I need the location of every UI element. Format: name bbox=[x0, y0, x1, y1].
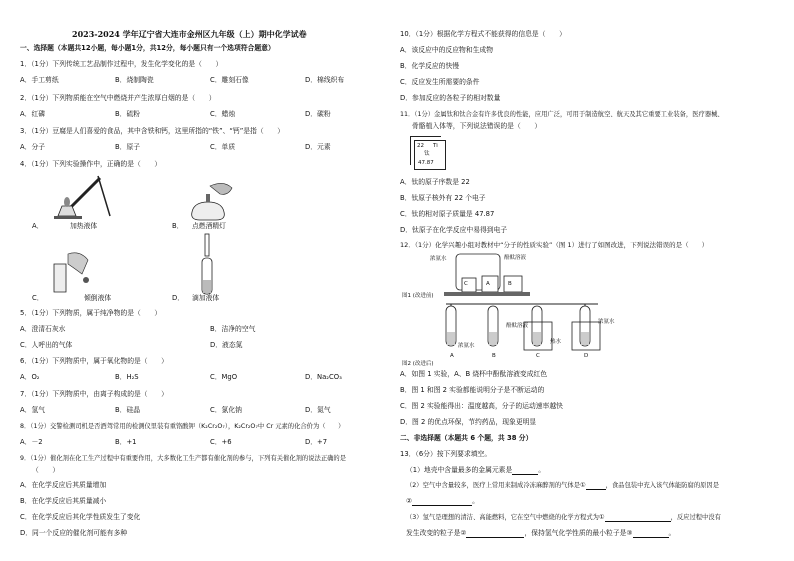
fill-line-2b bbox=[406, 497, 479, 506]
option-c[interactable]: C．雕刻石像 bbox=[210, 76, 249, 84]
label-a-2: A bbox=[450, 353, 454, 359]
option-c[interactable]: C．MgO bbox=[210, 373, 238, 381]
fill-line-1 bbox=[406, 466, 545, 475]
question-stem: 6．（1分）下列物质中，属于氧化物的是（ ） bbox=[20, 357, 168, 365]
heating-liquid-figure bbox=[50, 172, 120, 224]
question-stem: 1．（1分）下列传统工艺品制作过程中，发生化学变化的是（ ） bbox=[20, 60, 223, 68]
option-d[interactable]: D．棉线织布 bbox=[305, 76, 345, 84]
option-d[interactable]: D． bbox=[172, 294, 185, 302]
atomic-number: 22 bbox=[417, 143, 424, 149]
question-stem: 9．（1分）催化剂在化工生产过程中有重要作用，大多数化工生产都有催化剂的参与，下列有关催化剂的说法正确的是 bbox=[20, 455, 347, 462]
option-b[interactable]: B．原子 bbox=[115, 143, 141, 151]
fill-text: （2）空气中含量较多，医疗上常用来制成冷冻麻醉剂的气体是① bbox=[406, 482, 586, 489]
label-ammonia-left: 浓氨水 bbox=[458, 343, 475, 349]
option-b[interactable]: B．硅晶 bbox=[115, 406, 141, 414]
fill-text: 发生改变的粒子是② bbox=[406, 529, 467, 537]
option-d[interactable]: D．参加反应的各粒子的相对数量 bbox=[400, 94, 501, 102]
option-d[interactable]: D．液态氮 bbox=[210, 341, 243, 349]
figure-2-caption: 图2 (改进后) bbox=[402, 361, 434, 367]
figure-1-caption: 图1 (改进前) bbox=[402, 293, 434, 299]
fill-text: 。 bbox=[668, 529, 676, 537]
option-a[interactable]: A．钛的原子序数是 22 bbox=[400, 178, 470, 186]
option-a[interactable]: A．－2 bbox=[20, 438, 43, 446]
option-a[interactable]: A．分子 bbox=[20, 143, 46, 151]
option-d[interactable]: D．Na₂CO₃ bbox=[305, 373, 342, 381]
option-row bbox=[20, 438, 400, 447]
label-a: A bbox=[486, 281, 490, 287]
option-row bbox=[20, 143, 400, 152]
fill-text: 。 bbox=[538, 466, 546, 474]
answer-blank[interactable] bbox=[633, 530, 669, 538]
element-symbol: Ti bbox=[433, 143, 438, 149]
option-a[interactable]: A．在化学反应后其质量增加 bbox=[20, 481, 107, 489]
option-b[interactable]: B．洁净的空气 bbox=[210, 325, 256, 333]
option-c[interactable]: C．图 2 实验能得出：温度越高，分子的运动速率越快 bbox=[400, 402, 563, 410]
label-ammonia: 浓氨水 bbox=[430, 256, 447, 262]
lighting-lamp-figure bbox=[180, 180, 240, 224]
option-a[interactable]: A．氢气 bbox=[20, 406, 46, 414]
option-c[interactable]: C． bbox=[32, 294, 44, 302]
label-phenolphthalein: 酚酞溶液 bbox=[504, 255, 527, 261]
atomic-mass: 47.87 bbox=[418, 160, 434, 166]
question-stem-cont: 骨骼植入体等，下列说法错误的是（ ） bbox=[412, 122, 542, 130]
fill-text: ，保持氢气化学性质的最小粒子是③ bbox=[524, 529, 633, 537]
option-c[interactable]: C．+6 bbox=[210, 438, 232, 446]
label-b-2: B bbox=[492, 353, 496, 359]
option-d[interactable]: D．同一个反应的催化剂可能有多种 bbox=[20, 529, 128, 537]
answer-blank[interactable] bbox=[412, 498, 472, 506]
fill-text: ② bbox=[406, 497, 413, 505]
option-a[interactable]: A．如图 1 实验，A、B 烧杯中酚酞溶液变成红色 bbox=[400, 370, 548, 378]
label-c-2: C bbox=[536, 353, 540, 359]
label-b: B bbox=[508, 281, 512, 287]
page-title: 2023-2024 学年辽宁省大连市金州区九年级（上）期中化学试卷 bbox=[72, 29, 307, 39]
option-row bbox=[20, 406, 400, 415]
answer-blank[interactable] bbox=[605, 514, 671, 522]
question-stem: 13．（6分）按下列要求填空。 bbox=[400, 450, 492, 458]
question-stem: 10．（1分）根据化学方程式不能获得的信息是（ ） bbox=[400, 30, 566, 38]
option-a[interactable]: A． bbox=[32, 222, 44, 230]
option-c[interactable]: C．在化学反应后其化学性质发生了变化 bbox=[20, 513, 141, 521]
question-stem: 7．（1分）下列物质中，由离子构成的是（ ） bbox=[20, 390, 168, 398]
fill-line-3b bbox=[406, 529, 675, 538]
option-c[interactable]: C．氯化钠 bbox=[210, 406, 242, 414]
option-d[interactable]: D．图 2 的优点环保，节约药品，现象更明显 bbox=[400, 418, 537, 426]
label-c: C bbox=[464, 281, 468, 287]
fill-text: （3）氢气是理想的清洁、高能燃料，它在空气中燃烧的化学方程式为① bbox=[406, 514, 605, 521]
option-a[interactable]: A．手工剪纸 bbox=[20, 76, 59, 84]
fill-text: ，反应过程中没有 bbox=[670, 514, 721, 521]
answer-blank[interactable] bbox=[586, 482, 606, 490]
option-b[interactable]: B．H₂S bbox=[115, 373, 139, 381]
question-stem: 11．（1分）金属钛和钛合金有许多优良的性能，应用广泛，可用于制造航空、航天及其它重要工业装备，医疗器械、 bbox=[400, 111, 724, 118]
option-d[interactable]: D．碳粉 bbox=[305, 110, 331, 118]
option-d[interactable]: D．钛原子在化学反应中易得到电子 bbox=[400, 226, 508, 234]
option-a[interactable]: A．O₂ bbox=[20, 373, 40, 381]
option-row bbox=[20, 76, 400, 85]
option-d[interactable]: D．+7 bbox=[305, 438, 328, 446]
label-ammonia-right: 浓氨水 bbox=[598, 319, 615, 325]
figure-caption: 滴加液体 bbox=[192, 294, 220, 302]
option-b[interactable]: B．+1 bbox=[115, 438, 137, 446]
section-heading: 一、选择题（本题共12小题，每小题1分，共12分，每小题只有一个选项符合题意） bbox=[20, 44, 275, 52]
option-b[interactable]: B．在化学反应后其质量减小 bbox=[20, 497, 107, 505]
answer-blank[interactable] bbox=[512, 467, 538, 475]
fill-text: ，食品包装中充入该气体能防腐的原因是 bbox=[605, 482, 720, 489]
question-stem: 5．（1分）下列物质，属于纯净物的是（ ） bbox=[20, 309, 162, 317]
option-a[interactable]: A．澄清石灰水 bbox=[20, 325, 66, 333]
option-b[interactable]: B．硫粉 bbox=[115, 110, 141, 118]
option-a[interactable]: A．该反应中的反应物和生成物 bbox=[400, 46, 494, 54]
option-c[interactable]: C．蜡烛 bbox=[210, 110, 236, 118]
question-stem: 8．（1分）交警检测司机是否酒驾常用的检测仪里装有重铬酸钾（K₂Cr₂O₇），K₂Cr₂O₇中 Cr 元素的化合价为（ ） bbox=[20, 423, 345, 430]
option-b[interactable]: B．烧制陶瓷 bbox=[115, 76, 154, 84]
label-phenolphthalein-2: 酚酞溶液 bbox=[506, 323, 529, 329]
option-c[interactable]: C．人呼出的气体 bbox=[20, 341, 73, 349]
option-d[interactable]: D．元素 bbox=[305, 143, 331, 151]
option-c[interactable]: C．单质 bbox=[210, 143, 236, 151]
option-b[interactable]: B． bbox=[172, 222, 184, 230]
figure-caption: 点燃酒精灯 bbox=[192, 222, 226, 230]
element-tile bbox=[414, 140, 446, 170]
question-stem: 3．（1分）豆腐是人们喜爱的食品，其中含铁和钙，这里所指的“铁”、“钙”是指（ ） bbox=[20, 127, 285, 135]
option-a[interactable]: A．红磷 bbox=[20, 110, 46, 118]
figure-caption: 倾倒液体 bbox=[84, 294, 112, 302]
question-stem: 4．（1分）下列实验操作中，正确的是（ ） bbox=[20, 160, 162, 168]
option-b[interactable]: B．化学反应的快慢 bbox=[400, 62, 460, 70]
figure-caption: 加热液体 bbox=[70, 222, 98, 230]
fill-text: （1）地壳中含量最多的金属元素是 bbox=[406, 466, 513, 474]
option-b[interactable]: B．图 1 和图 2 实验都能说明分子是不断运动的 bbox=[400, 386, 545, 394]
option-row bbox=[20, 110, 400, 119]
section-heading: 二、非选择题（本题共 6 个题，共 38 分） bbox=[400, 434, 533, 442]
option-b[interactable]: B．钛原子核外有 22 个电子 bbox=[400, 194, 486, 202]
fill-line-3 bbox=[406, 513, 721, 522]
answer-blank[interactable] bbox=[466, 530, 524, 538]
option-row bbox=[20, 373, 400, 382]
pouring-liquid-figure bbox=[48, 250, 98, 296]
question-stem: 12．（1分）化学兴趣小组对教材中“分子的性质实验”（图 1）进行了如图改进，下列说法错误的是（ ） bbox=[400, 241, 709, 249]
dropping-liquid-figure bbox=[198, 234, 218, 296]
label-d-2: D bbox=[584, 353, 589, 359]
fill-text: 。 bbox=[472, 497, 479, 505]
option-c[interactable]: C．反应发生所需要的条件 bbox=[400, 78, 480, 86]
element-name: 钛 bbox=[424, 151, 430, 157]
question-stem-cont: （ ） bbox=[32, 466, 60, 474]
label-hot-water: 热水 bbox=[550, 339, 562, 345]
option-c[interactable]: C．钛的相对原子质量是 47.87 bbox=[400, 210, 495, 218]
fill-line-2 bbox=[406, 481, 719, 490]
option-d[interactable]: D．氮气 bbox=[305, 406, 331, 414]
question-stem: 2．（1分）下列物质能在空气中燃烧并产生浓厚白烟的是（ ） bbox=[20, 94, 216, 102]
